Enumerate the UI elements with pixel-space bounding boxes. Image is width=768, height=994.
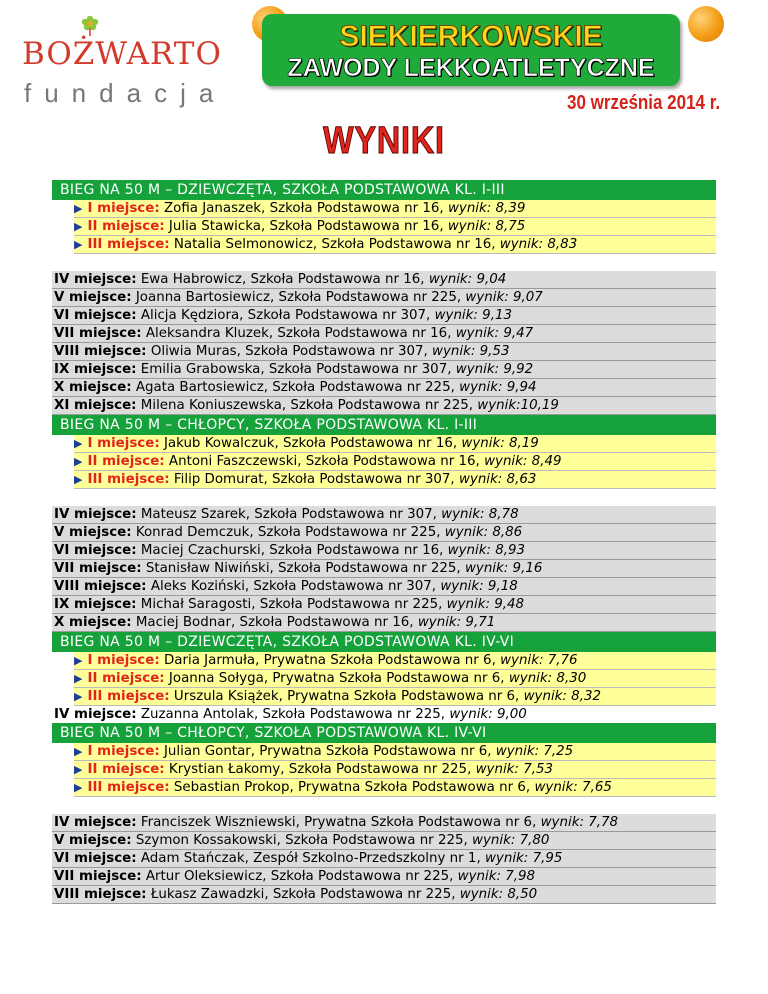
place-label: VII miejsce:	[54, 326, 142, 341]
place-label: VI miejsce:	[54, 543, 137, 558]
foundation-logo	[22, 14, 227, 108]
place-label: VI miejsce:	[54, 851, 137, 866]
medal-row	[74, 670, 716, 688]
result-row	[52, 614, 716, 632]
place-label: II miejsce:	[87, 454, 165, 469]
spacer	[52, 797, 716, 814]
medal-row	[74, 435, 716, 453]
place-label: III miejsce:	[87, 237, 170, 252]
competitor-info: Sebastian Prokop, Prywatna Szkoła Podstawowa nr 6,	[173, 780, 531, 795]
competitor-info: Agata Bartosiewicz, Szkoła Podstawowa nr 225,	[135, 380, 455, 395]
place-label: X miejsce:	[54, 615, 132, 630]
competitor-info: Artur Oleksiewicz, Szkoła Podstawowa nr 225,	[145, 869, 454, 884]
place-label: IV miejsce:	[54, 815, 137, 830]
result-row	[52, 325, 716, 343]
place-label: III miejsce:	[87, 780, 170, 795]
result-row	[52, 361, 716, 379]
result-row	[52, 542, 716, 560]
results-section	[52, 632, 716, 723]
medal-row	[74, 453, 716, 471]
triangle-right-icon: ▶	[74, 763, 83, 776]
result-row	[52, 578, 716, 596]
result-row	[52, 886, 716, 904]
medal-row	[74, 688, 716, 706]
result-row	[52, 706, 716, 723]
competitor-info: Aleks Koziński, Szkoła Podstawowa nr 307,	[150, 579, 437, 594]
spacer	[52, 254, 716, 271]
result-value: wynik: 8,19	[461, 436, 539, 451]
result-row	[52, 271, 716, 289]
place-label: XI miejsce:	[54, 398, 137, 413]
result-row	[52, 379, 716, 397]
result-value: wynik: 8,50	[459, 887, 538, 902]
result-value: wynik: 9,00	[449, 707, 527, 722]
competitor-info: Filip Domurat, Szkoła Podstawowa nr 307,	[173, 472, 455, 487]
place-label: II miejsce:	[87, 762, 165, 777]
competitor-info: Joanna Sołyga, Prywatna Szkoła Podstawowa nr 6,	[168, 671, 505, 686]
result-value: wynik: 7,65	[534, 780, 612, 795]
place-label: I miejsce:	[87, 653, 160, 668]
place-label: VII miejsce:	[54, 561, 142, 576]
result-row	[52, 560, 716, 578]
place-label: IX miejsce:	[54, 597, 137, 612]
banner-line2: ZAWODY LEKKOATLETYCZNE	[287, 54, 655, 82]
result-row	[52, 506, 716, 524]
result-value: wynik: 7,76	[500, 653, 578, 668]
place-label: I miejsce:	[87, 744, 160, 759]
result-value: wynik: 8,30	[508, 671, 587, 686]
competitor-info: Milena Koniuszewska, Szkoła Podstawowa nr 225,	[140, 398, 473, 413]
place-label: V miejsce:	[54, 833, 132, 848]
result-value: wynik:10,19	[477, 398, 559, 413]
place-label: VIII miejsce:	[54, 579, 147, 594]
result-value: wynik: 8,32	[523, 689, 601, 704]
triangle-right-icon: ▶	[74, 781, 83, 794]
triangle-right-icon: ▶	[74, 220, 83, 233]
competitor-info: Urszula Książek, Prywatna Szkoła Podstawowa nr 6,	[173, 689, 520, 704]
medal-row	[74, 761, 716, 779]
triangle-right-icon: ▶	[74, 202, 83, 215]
result-row	[52, 832, 716, 850]
medal-row	[74, 200, 716, 218]
section-header: BIEG NA 50 M – DZIEWCZĘTA, SZKOŁA PODSTAWOWA KL. I-III	[52, 180, 716, 200]
triangle-right-icon: ▶	[74, 654, 83, 667]
medal-row	[74, 236, 716, 254]
place-label: VIII miejsce:	[54, 887, 147, 902]
competitor-info: Jakub Kowalczuk, Szkoła Podstawowa nr 16,	[163, 436, 458, 451]
competitor-info: Szymon Kossakowski, Szkoła Podstawowa nr 225,	[135, 833, 468, 848]
triangle-right-icon: ▶	[74, 745, 83, 758]
result-value: wynik: 8,75	[447, 219, 526, 234]
result-value: wynik: 8,49	[484, 454, 562, 469]
competitor-info: Julian Gontar, Prywatna Szkoła Podstawowa nr 6,	[163, 744, 492, 759]
result-value: wynik: 8,93	[447, 543, 526, 558]
place-label: VII miejsce:	[54, 869, 142, 884]
result-row	[52, 307, 716, 325]
place-label: III miejsce:	[87, 472, 170, 487]
result-value: wynik: 9,53	[432, 344, 510, 359]
result-value: wynik: 9,47	[455, 326, 534, 341]
result-value: wynik: 9,16	[464, 561, 543, 576]
place-label: VI miejsce:	[54, 308, 137, 323]
place-label: IV miejsce:	[54, 707, 137, 722]
result-row	[52, 850, 716, 868]
result-value: wynik: 8,78	[441, 507, 519, 522]
place-label: III miejsce:	[87, 689, 170, 704]
result-value: wynik: 9,92	[455, 362, 534, 377]
competitor-info: Łukasz Zawadzki, Szkoła Podstawowa nr 225,	[150, 887, 456, 902]
banner-line1: SIEKIERKOWSKIE	[339, 20, 603, 53]
place-label: X miejsce:	[54, 380, 132, 395]
competitor-info: Zofia Janaszek, Szkoła Podstawowa nr 16,	[163, 201, 444, 216]
result-value: wynik: 8,83	[499, 237, 578, 252]
place-label: V miejsce:	[54, 290, 132, 305]
spacer	[52, 489, 716, 506]
competitor-info: Zuzanna Antolak, Szkoła Podstawowa nr 225,	[140, 707, 446, 722]
competitor-info: Julia Stawicka, Szkoła Podstawowa nr 16,	[168, 219, 444, 234]
medal-row	[74, 743, 716, 761]
result-value: wynik: 8,86	[444, 525, 523, 540]
competitor-info: Alicja Kędziora, Szkoła Podstawowa nr 307,	[140, 308, 431, 323]
competitor-info: Adam Stańczak, Zespół Szkolno-Przedszkolny nr 1,	[140, 851, 481, 866]
competitor-info: Emilia Grabowska, Szkoła Podstawowa nr 307,	[140, 362, 452, 377]
result-row	[52, 814, 716, 832]
results-section	[52, 415, 716, 632]
competitor-info: Franciszek Wiszniewski, Prywatna Szkoła Podstawowa nr 6,	[140, 815, 537, 830]
competitor-info: Stanisław Niwiński, Szkoła Podstawowa nr 225,	[145, 561, 461, 576]
competitor-info: Mateusz Szarek, Szkoła Podstawowa nr 307,	[140, 507, 437, 522]
result-row	[52, 868, 716, 886]
competitor-info: Maciej Czachurski, Szkoła Podstawowa nr 16,	[140, 543, 444, 558]
triangle-right-icon: ▶	[74, 690, 83, 703]
result-value: wynik: 7,25	[495, 744, 574, 759]
place-label: V miejsce:	[54, 525, 132, 540]
competitor-info: Antoni Faszczewski, Szkoła Podstawowa nr 16,	[168, 454, 480, 469]
result-row	[52, 289, 716, 307]
competitor-info: Oliwia Muras, Szkoła Podstawowa nr 307,	[150, 344, 428, 359]
place-label: I miejsce:	[87, 436, 160, 451]
medal-row	[74, 218, 716, 236]
logo-bottom-text: fundacja	[24, 78, 227, 108]
competitor-info: Maciej Bodnar, Szkoła Podstawowa nr 16,	[135, 615, 414, 630]
place-label: IV miejsce:	[54, 272, 137, 287]
results-list	[52, 180, 716, 904]
place-label: II miejsce:	[87, 671, 165, 686]
result-value: wynik: 9,18	[440, 579, 518, 594]
result-value: wynik: 9,13	[434, 308, 512, 323]
result-value: wynik: 9,71	[417, 615, 496, 630]
competitor-info: Joanna Bartosiewicz, Szkoła Podstawowa nr 225,	[135, 290, 462, 305]
competitor-info: Krystian Łakomy, Szkoła Podstawowa nr 225,	[168, 762, 472, 777]
event-date: 30 września 2014 r.	[566, 92, 720, 114]
logo-top-text: BOŻWARTO	[22, 36, 222, 72]
triangle-right-icon: ▶	[74, 672, 83, 685]
result-value: wynik: 9,04	[428, 272, 507, 287]
triangle-right-icon: ▶	[74, 437, 83, 450]
results-section	[52, 723, 716, 904]
place-label: IV miejsce:	[54, 507, 137, 522]
triangle-right-icon: ▶	[74, 455, 83, 468]
result-value: wynik: 9,94	[459, 380, 537, 395]
competitor-info: Daria Jarmuła, Prywatna Szkoła Podstawowa nr 6,	[163, 653, 496, 668]
result-row	[52, 343, 716, 361]
competitor-info: Aleksandra Kluzek, Szkoła Podstawowa nr 16,	[145, 326, 452, 341]
result-value: wynik: 7,53	[475, 762, 554, 777]
triangle-right-icon: ▶	[74, 473, 83, 486]
result-row	[52, 524, 716, 542]
result-value: wynik: 7,80	[472, 833, 550, 848]
section-header: BIEG NA 50 M – CHŁOPCY, SZKOŁA PODSTAWOWA KL. IV-VI	[52, 723, 716, 743]
result-value: wynik: 9,48	[446, 597, 525, 612]
triangle-right-icon: ▶	[74, 238, 83, 251]
medal-row	[74, 779, 716, 797]
medal-row	[74, 652, 716, 670]
section-header: BIEG NA 50 M – CHŁOPCY, SZKOŁA PODSTAWOWA KL. I-III	[52, 415, 716, 435]
result-row	[52, 596, 716, 614]
result-value: wynik: 7,98	[457, 869, 536, 884]
competitor-info: Michał Saragosti, Szkoła Podstawowa nr 225,	[140, 597, 443, 612]
result-value: wynik: 9,07	[465, 290, 543, 305]
orange-circle-right	[688, 6, 724, 42]
results-section	[52, 180, 716, 415]
place-label: II miejsce:	[87, 219, 165, 234]
competitor-info: Konrad Demczuk, Szkoła Podstawowa nr 225,	[135, 525, 441, 540]
competitor-info: Ewa Habrowicz, Szkoła Podstawowa nr 16,	[140, 272, 425, 287]
place-label: I miejsce:	[87, 201, 160, 216]
page-title: WYNIKI	[323, 120, 445, 162]
result-row	[52, 397, 716, 415]
flower-icon	[80, 14, 100, 36]
event-banner	[262, 14, 680, 86]
place-label: VIII miejsce:	[54, 344, 147, 359]
result-value: wynik: 7,95	[484, 851, 563, 866]
section-header: BIEG NA 50 M – DZIEWCZĘTA, SZKOŁA PODSTAWOWA KL. IV-VI	[52, 632, 716, 652]
result-value: wynik: 8,63	[458, 472, 537, 487]
place-label: IX miejsce:	[54, 362, 137, 377]
result-value: wynik: 7,78	[540, 815, 619, 830]
result-value: wynik: 8,39	[447, 201, 526, 216]
competitor-info: Natalia Selmonowicz, Szkoła Podstawowa nr 16,	[173, 237, 496, 252]
medal-row	[74, 471, 716, 489]
